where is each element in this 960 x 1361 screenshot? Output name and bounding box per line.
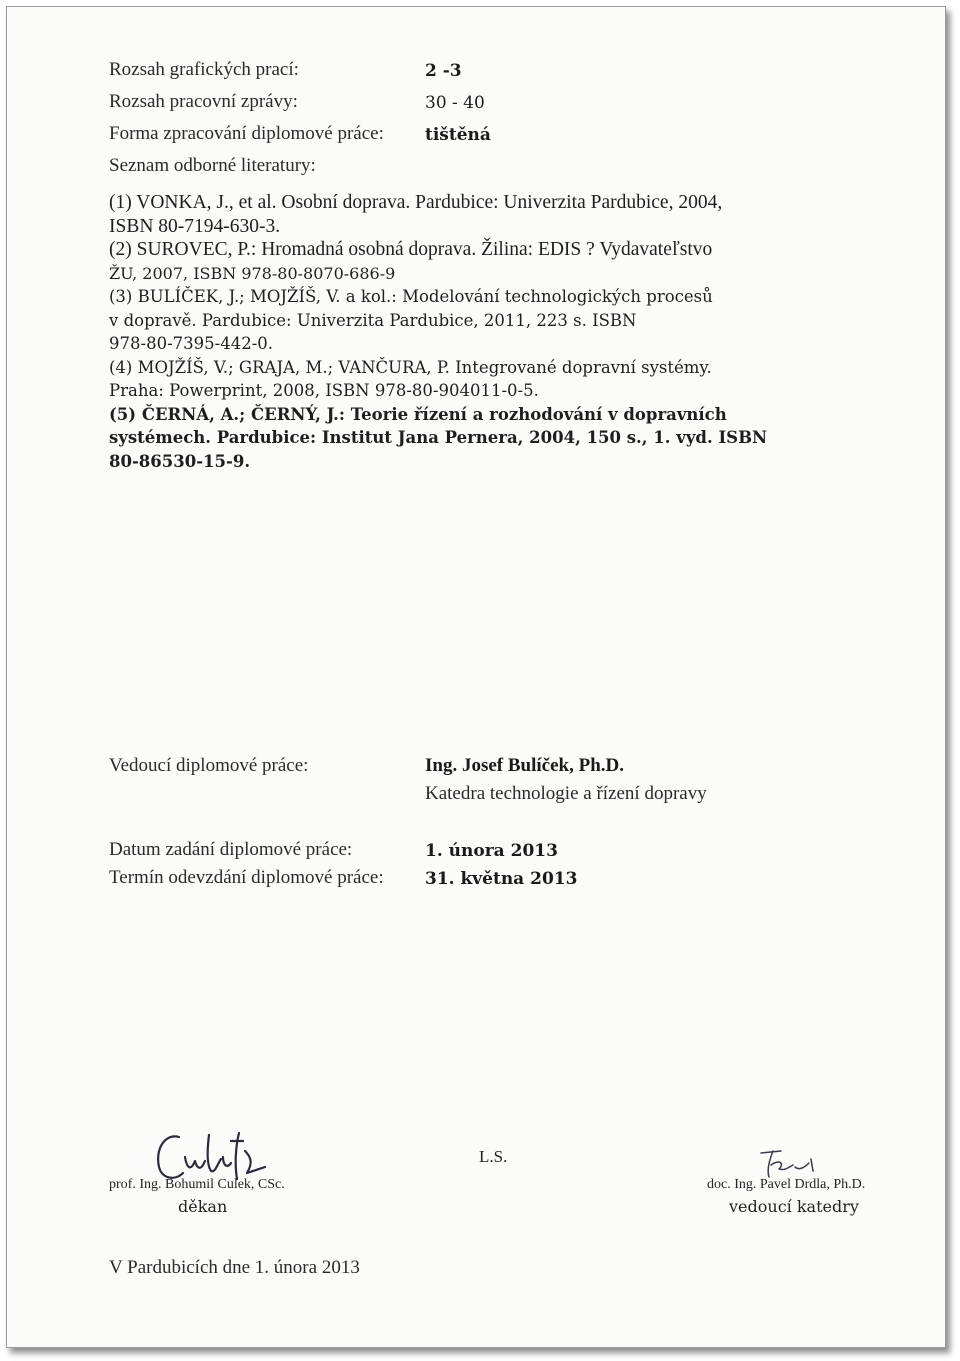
reference-line: (5) ČERNÁ, A.; ČERNÝ, J.: Teorie řízení a rozhodování v dopravních [109, 404, 727, 424]
supervisor-department: Katedra technologie a řízení dopravy [425, 783, 707, 804]
assigned-date-label: Datum zadání diplomové práce: [109, 839, 353, 860]
reference-line: ISBN 80-7194-630-3. [109, 215, 281, 237]
thesis-form-label: Forma zpracování diplomové práce: [109, 123, 384, 144]
due-date-label: Termín odevzdání diplomové práce: [109, 867, 384, 888]
graphics-scope-label: Rozsah grafických prací: [109, 59, 299, 80]
reference-list [109, 191, 889, 473]
assigned-date-value: 1. února 2013 [425, 841, 558, 861]
department-head-role: vedoucí katedry [729, 1197, 859, 1216]
reference-line: v dopravě. Pardubice: Univerzita Pardubice, 2011, 223 s. ISBN [109, 310, 637, 330]
seal-mark: L.S. [479, 1147, 508, 1166]
reference-line: 80-86530-15-9. [109, 451, 251, 471]
department-head-name: doc. Ing. Pavel Drdla, Ph.D. [707, 1177, 866, 1192]
reference-line: systémech. Pardubice: Institut Jana Pernera, 2004, 150 s., 1. vyd. ISBN [109, 428, 768, 447]
literature-label: Seznam odborné literatury: [109, 155, 316, 176]
report-scope-value: 30 - 40 [425, 93, 485, 113]
document-page [6, 6, 946, 1348]
document-body [7, 7, 945, 1347]
supervisor-label: Vedoucí diplomové práce: [109, 755, 309, 776]
due-date-value: 31. května 2013 [425, 869, 578, 889]
dean-role: děkan [178, 1197, 228, 1216]
reference-line: ŽU, 2007, ISBN 978-80-8070-686-9 [109, 263, 396, 283]
thesis-form-value: tištěná [425, 125, 491, 145]
reference-line: (4) MOJŽÍŠ, V.; GRAJA, M.; VANČURA, P. Integrované dopravní systémy. [109, 357, 712, 377]
report-scope-label: Rozsah pracovní zprávy: [109, 91, 298, 112]
reference-line: Praha: Powerprint, 2008, ISBN 978-80-904011-0-5. [109, 381, 539, 400]
supervisor-name: Ing. Josef Bulíček, Ph.D. [425, 755, 624, 776]
reference-line: 978-80-7395-442-0. [109, 334, 274, 353]
reference-line: (1) VONKA, J., et al. Osobní doprava. Pardubice: Univerzita Pardubice, 2004, [109, 192, 723, 213]
reference-line: (2) SUROVEC, P.: Hromadná osobná doprava. Žilina: EDIS ? Vydavateľstvo [109, 239, 713, 260]
reference-line: (3) BULÍČEK, J.; MOJŽÍŠ, V. a kol.: Modelování technologických procesů [109, 287, 713, 306]
place-and-date: V Pardubicích dne 1. února 2013 [109, 1257, 360, 1278]
graphics-scope-value: 2 -3 [425, 61, 462, 81]
head-signature [755, 1145, 835, 1181]
dean-name: prof. Ing. Bohumil Culek, CSc. [109, 1177, 285, 1192]
